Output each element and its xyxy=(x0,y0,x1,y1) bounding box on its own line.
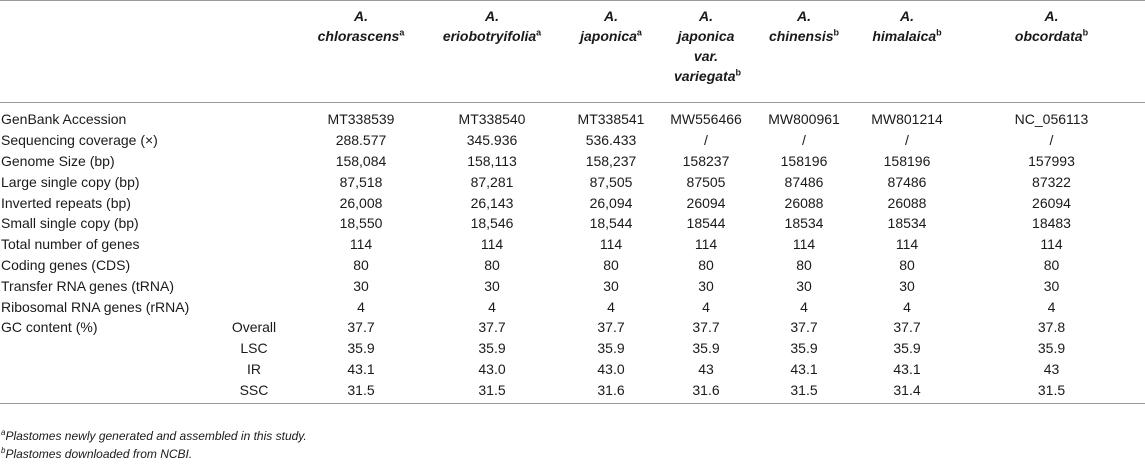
table-cell: 80 xyxy=(796,256,812,273)
header-empty-label xyxy=(0,1,208,103)
table-cell: 26,094 xyxy=(589,194,633,211)
table-cell: 158,084 xyxy=(335,152,387,169)
row-label: Small single copy (bp) xyxy=(1,215,139,232)
table-cell: 4 xyxy=(1047,298,1056,315)
table-cell: / xyxy=(905,132,909,149)
row-label: Transfer RNA genes (tRNA) xyxy=(1,277,174,294)
table-cell: 87,518 xyxy=(339,173,383,190)
row-label xyxy=(0,338,208,359)
row-label: Large single copy (bp) xyxy=(1,173,140,190)
table-cell: 114 xyxy=(1040,236,1063,253)
footnote-a: $^a$Plastomes newly generated and assembled in this study. xyxy=(1,428,307,443)
table-cell: 114 xyxy=(599,236,623,253)
table-cell: / xyxy=(704,132,708,149)
row-label: Coding genes (CDS) xyxy=(1,256,131,273)
table-cell: 43.0 xyxy=(478,360,506,377)
table-cell: 35.9 xyxy=(692,340,720,357)
row-sublabel xyxy=(208,275,300,296)
table-cell: MT338541 xyxy=(577,111,645,128)
table-row xyxy=(0,296,1145,317)
table-cell: 30 xyxy=(353,277,369,294)
table-cell: 43 xyxy=(1043,360,1060,377)
table-cell: 35.9 xyxy=(893,340,921,357)
column-header: A. chlorascens$^a$ xyxy=(300,1,422,103)
table-row xyxy=(0,192,1145,213)
table-cell: 26094 xyxy=(1032,194,1071,211)
row-sublabel xyxy=(208,296,300,317)
table-cell: 26,008 xyxy=(339,194,383,211)
table-cell: 158237 xyxy=(682,152,730,169)
table-cell: 80 xyxy=(353,256,369,273)
table-cell: 80 xyxy=(899,256,915,273)
header-row xyxy=(0,1,1145,103)
table-cell: 87,281 xyxy=(470,173,514,190)
table-cell: 18534 xyxy=(784,215,824,232)
table-row xyxy=(0,213,1145,234)
table-cell: 26088 xyxy=(887,194,927,211)
table-cell: 536.433 xyxy=(585,132,637,149)
footnote-b: $^b$Plastomes downloaded from NCBI. xyxy=(1,446,193,461)
table-cell: 37.7 xyxy=(893,319,921,336)
table-cell: 43 xyxy=(698,360,714,377)
table-cell: 4 xyxy=(800,298,808,315)
table-cell: 87505 xyxy=(686,173,726,190)
row-sublabel: IR xyxy=(247,360,261,377)
row-sublabel xyxy=(208,213,300,234)
table-cell: 114 xyxy=(349,236,373,253)
table-cell: MW556466 xyxy=(670,111,742,128)
row-sublabel xyxy=(208,255,300,276)
table-cell: 4 xyxy=(357,298,365,315)
row-label xyxy=(0,379,208,403)
table-cell: 4 xyxy=(607,298,615,315)
table-cell: 158,113 xyxy=(467,152,517,169)
table-cell: 35.9 xyxy=(478,340,506,357)
table-cell: 18,544 xyxy=(589,215,633,232)
row-sublabel: Overall xyxy=(231,319,277,336)
footnotes xyxy=(1,427,307,463)
table-cell: 37.8 xyxy=(1037,319,1066,336)
table-cell: 87,505 xyxy=(589,173,633,190)
table-cell: 37.7 xyxy=(478,319,506,336)
table-cell: 30 xyxy=(698,277,714,294)
row-sublabel: LSC xyxy=(240,340,268,357)
table-cell: 43.0 xyxy=(597,360,625,377)
table-row xyxy=(0,255,1145,276)
table-cell: 288.577 xyxy=(335,132,387,149)
table-cell: 157993 xyxy=(1028,152,1075,169)
table-cell: 37.7 xyxy=(597,319,625,336)
table-row xyxy=(0,130,1145,151)
table-cell: 30 xyxy=(484,277,500,294)
table-cell: 26094 xyxy=(686,194,726,211)
row-sublabel xyxy=(208,130,300,151)
table-cell: 30 xyxy=(796,277,812,294)
table-row xyxy=(0,151,1145,172)
table-cell: MT338540 xyxy=(458,111,526,128)
table-cell: 31.6 xyxy=(562,379,660,403)
table-cell: 35.9 xyxy=(790,340,818,357)
column-header: A. japonica var. variegata$^b$ xyxy=(660,1,752,103)
table-row xyxy=(0,171,1145,192)
table-cell: 26088 xyxy=(784,194,824,211)
row-label: Total number of genes xyxy=(1,236,140,253)
table-cell: / xyxy=(802,132,806,149)
table-cell: 114 xyxy=(792,236,816,253)
table-cell: MW801214 xyxy=(871,111,943,128)
table-cell: 158196 xyxy=(883,152,931,169)
table-cell: 87322 xyxy=(1032,173,1071,190)
table-cell: 35.9 xyxy=(347,340,375,357)
row-label: GenBank Accession xyxy=(1,111,127,128)
table-cell: 80 xyxy=(698,256,714,273)
table-cell: 18,550 xyxy=(339,215,383,232)
table-cell: MT338539 xyxy=(327,111,395,128)
table-cell: 114 xyxy=(694,236,718,253)
column-header: A. chinensis$^b$ xyxy=(752,1,856,103)
table-cell: 26,143 xyxy=(470,194,514,211)
table-row xyxy=(0,275,1145,296)
table-cell: 114 xyxy=(480,236,504,253)
table-row xyxy=(0,338,1145,359)
table-cell: 37.7 xyxy=(790,319,818,336)
table-cell: 37.7 xyxy=(347,319,375,336)
row-label: Inverted repeats (bp) xyxy=(1,194,131,211)
row-sublabel xyxy=(208,103,300,130)
table-cell: 31.5 xyxy=(300,379,422,403)
row-sublabel xyxy=(208,234,300,255)
table-cell: 18,546 xyxy=(470,215,514,232)
table-row xyxy=(0,317,1145,338)
table-cell: MW800961 xyxy=(768,111,840,128)
column-header: A. himalaica$^b$ xyxy=(856,1,958,103)
table-cell: 114 xyxy=(895,236,919,253)
table-cell: 87486 xyxy=(784,173,824,190)
column-header: A. eriobotryifolia$^a$ xyxy=(422,1,562,103)
table-cell: 35.9 xyxy=(597,340,625,357)
table-cell: 158,237 xyxy=(585,152,637,169)
table-cell: 4 xyxy=(702,298,710,315)
header-empty-sub xyxy=(208,1,300,103)
table-cell: 80 xyxy=(603,256,619,273)
table-cell: 31.5 xyxy=(422,379,562,403)
table-cell: 87486 xyxy=(887,173,927,190)
table-cell: 30 xyxy=(899,277,915,294)
table-row xyxy=(0,359,1145,380)
table-cell: 4 xyxy=(903,298,911,315)
table-body xyxy=(0,103,1145,404)
table-cell: 31.5 xyxy=(958,379,1145,403)
row-sublabel xyxy=(208,151,300,172)
table-cell: 345.936 xyxy=(466,132,518,149)
row-sublabel xyxy=(208,171,300,192)
table-cell: / xyxy=(1049,132,1054,149)
table-cell: 80 xyxy=(484,256,500,273)
table-cell: 31.6 xyxy=(660,379,752,403)
table-cell: 158196 xyxy=(780,152,828,169)
table-cell: 30 xyxy=(603,277,619,294)
row-label xyxy=(0,359,208,380)
row-label: GC content (%) xyxy=(1,319,98,336)
row-sublabel: SSC xyxy=(208,379,300,403)
table-cell: 31.4 xyxy=(856,379,958,403)
table-row xyxy=(0,103,1145,130)
table-cell: 43.1 xyxy=(893,360,921,377)
table-cell: NC_056113 xyxy=(1014,111,1089,128)
table-cell: 35.9 xyxy=(1037,340,1066,357)
column-header: A. japonica$^a$ xyxy=(562,1,660,103)
table-cell: 80 xyxy=(1043,256,1060,273)
column-header: A. obcordata$^b$ xyxy=(958,1,1145,103)
table-cell: 31.5 xyxy=(752,379,856,403)
row-label: Genome Size (bp) xyxy=(1,152,115,169)
row-label: Ribosomal RNA genes (rRNA) xyxy=(1,298,190,315)
table-row xyxy=(0,379,1145,403)
row-label: Sequencing coverage (×) xyxy=(1,132,158,149)
table-cell: 37.7 xyxy=(692,319,720,336)
table-cell: 43.1 xyxy=(347,360,375,377)
row-sublabel xyxy=(208,192,300,213)
table-cell: 18544 xyxy=(686,215,726,232)
table-cell: 18534 xyxy=(887,215,927,232)
table-cell: 43.1 xyxy=(790,360,818,377)
table-cell: 18483 xyxy=(1032,215,1071,232)
table-row xyxy=(0,234,1145,255)
table-cell: 4 xyxy=(488,298,496,315)
table-cell: 30 xyxy=(1043,277,1060,294)
